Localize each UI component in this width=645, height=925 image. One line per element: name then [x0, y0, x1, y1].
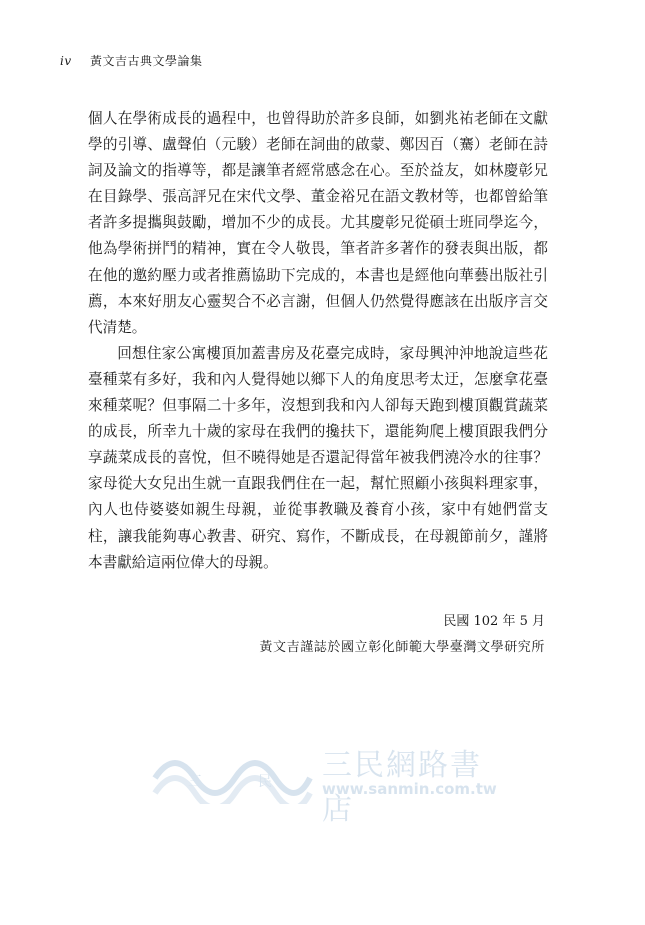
emblem-char-1: 三	[188, 774, 202, 790]
page-header	[60, 52, 202, 69]
preface-signature: 黃文吉謹誌於國立彰化師範大學臺灣文學研究所	[259, 640, 545, 655]
preface-date: 民國 102 年 5 月	[443, 614, 545, 629]
running-title: 黃文吉古典文學論集	[89, 54, 203, 68]
watermark-url: www.sanmin.com.tw	[322, 780, 497, 798]
watermark-name: 三民網路書店	[322, 748, 482, 827]
sanmin-logo-emblem	[150, 738, 315, 804]
emblem-char-2: 民	[258, 774, 272, 790]
preface-body	[88, 106, 548, 576]
page-number: iv	[60, 54, 72, 68]
paragraph-1: 個人在學術成長的過程中，也曾得助於許多良師，如劉兆祐老師在文獻學的引導、盧聲伯（元駿）老師在詞曲的啟蒙、鄭因百（騫）老師在詩詞及論文的指導等，都是讓筆者經常感念在心。至於益友，如林慶彰兄在目錄學、張高評兄在宋代文學、董金裕兄在語文教材等，也都曾給筆者許多提攜與鼓勵，增加不少的成長。尤其慶彰兄從碩士班同學迄今，他為學術拼鬥的精神，實在令人敬畏，筆者許多著作的發表與出版，都在他的邀約壓力或者推薦協助下完成的，本書也是經他向華藝出版社引薦，本來好朋友心靈契合不必言謝，但個人仍然覺得應該在出版序言交代清楚。	[88, 110, 548, 336]
sanmin-watermark	[150, 738, 510, 827]
paragraph-2: 回想住家公寓樓頂加蓋書房及花臺完成時，家母興沖沖地說這些花臺種菜有多好，我和內人覺得她以鄉下人的角度思考太迂，怎麼拿花臺來種菜呢？但事隔二十多年，沒想到我和內人卻每天跑到樓頂觀賞蔬菜的成長，所幸九十歲的家母在我們的攙扶下，還能夠爬上樓頂跟我們分享蔬菜成長的喜悅，但不曉得她是否還記得當年被我們澆冷水的往事？家母從大女兒出生就一直跟我們住在一起，幫忙照顧小孩與料理家事，內人也侍婆婆如親生母親，並從事教職及養育小孩，家中有她們當支柱，讓我能夠專心教書、研究、寫作，不斷成長，在母親節前夕，謹將本書獻給這兩位偉大的母親。	[88, 344, 548, 571]
